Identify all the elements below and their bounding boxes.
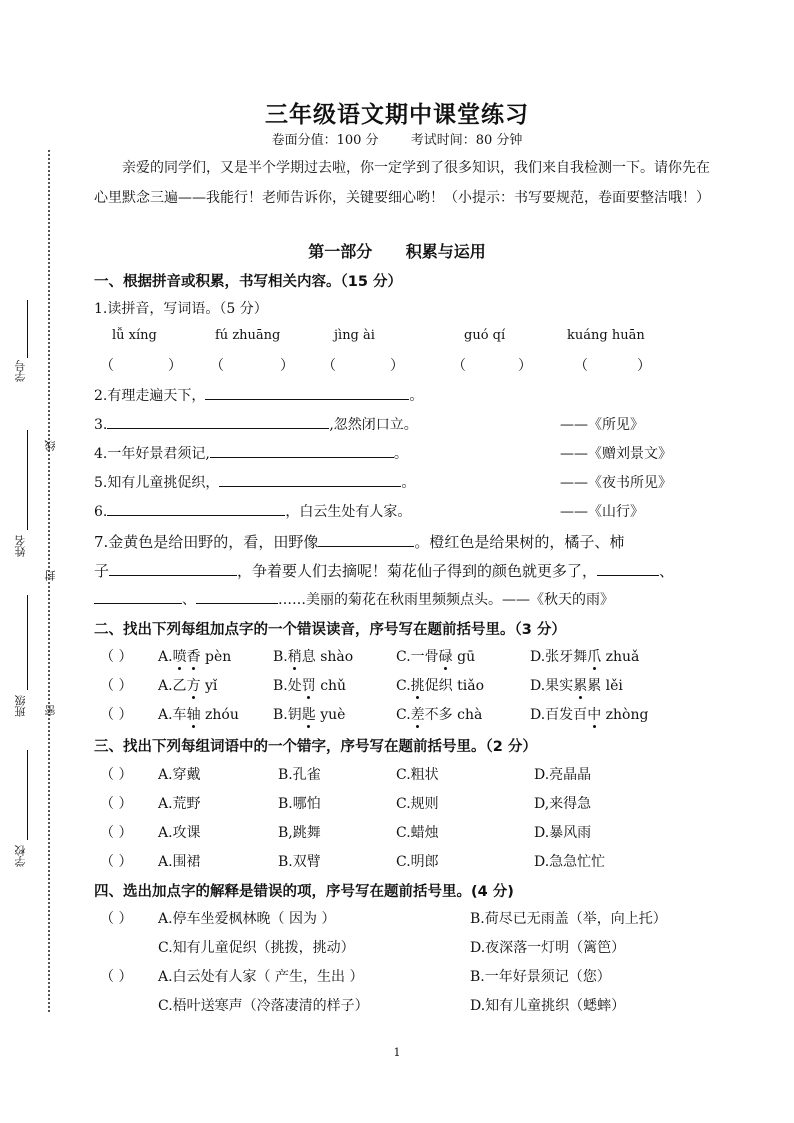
answer-blank[interactable]: [109, 561, 237, 576]
q4-r4-a: C.梧叶送寒声（冷落凄清的样子）: [158, 998, 369, 1014]
q4-r2-b: D.夜深落一灯明（篱笆）: [470, 940, 626, 956]
q3-row1-answer[interactable]: （ ）: [100, 767, 133, 783]
answer-box-2-open: （: [210, 358, 224, 374]
pinyin-1: lǚ xíng: [112, 328, 157, 343]
q3-row4-b: B.双臂: [278, 854, 321, 870]
q4-r1-b: B.荷尽已无雨盖（举，向上托）: [470, 911, 667, 927]
q2-row1-a: A.喷香 pèn: [158, 649, 232, 665]
q4-r2-a: C.知有儿童促织（挑拨，挑动）: [158, 940, 355, 956]
answer-box-3-close: ）: [390, 358, 404, 374]
q1-line7-a: 7.金黄色是给田野的，看，田野像 。橙红色是给果树的，橘子、柿: [94, 533, 625, 551]
answer-box-1-close: ）: [168, 358, 182, 374]
q3-row3-answer[interactable]: （ ）: [100, 825, 133, 841]
q3-row1-c: C.粗状: [396, 767, 439, 783]
q2-row1-b: B.稍息 shào: [273, 649, 354, 665]
time-info: 考试时间：80 分钟: [410, 133, 523, 148]
answer-box-5-close: ）: [637, 358, 651, 374]
q2-row2-answer[interactable]: （ ）: [100, 678, 133, 694]
source-suojian: ——《所见》: [560, 417, 644, 433]
side-mark-seal: 封: [44, 570, 57, 581]
q2-row3-a: A.车轴 zhóu: [158, 707, 239, 723]
answer-box-4-close: ）: [518, 358, 532, 374]
side-underline-name: [27, 430, 28, 530]
page-number: 1: [393, 1046, 401, 1059]
q1-line4: 4.一年好景君须记, 。: [94, 443, 408, 463]
answer-blank[interactable]: [205, 385, 409, 400]
side-underline-school: [27, 750, 28, 840]
answer-blank[interactable]: [318, 532, 414, 547]
q2-row3-c: C.差不多 chà: [396, 707, 483, 723]
source-zengliu: ——《赠刘景文》: [560, 446, 672, 462]
answer-blank[interactable]: [219, 472, 401, 487]
q1-line3: 3. ,忽然闭口立。: [94, 414, 418, 434]
q2-row2-a: A.乙方 yǐ: [158, 678, 218, 694]
q3-row3-b: B,跳舞: [278, 825, 321, 841]
side-label-name: 姓名: [14, 535, 27, 557]
q1-line2: 2.有理走遍天下， 。: [94, 385, 423, 405]
q3-row4-answer[interactable]: （ ）: [100, 854, 133, 870]
pinyin-4: guó qí: [464, 328, 506, 343]
q2-row2-b: B.处罚 chǔ: [273, 678, 347, 694]
page-title: 三年级语文期中课堂练习: [265, 102, 529, 128]
q1-sub1: 1.读拼音，写词语。（5 分）: [94, 301, 268, 317]
q1-line5: 5.知有儿童挑促织， 。: [94, 472, 415, 492]
score-info: 卷面分值：100 分: [271, 133, 379, 148]
q3-row1-a: A.穿戴: [158, 767, 201, 783]
q1-line7-c: 、 ……美丽的菊花在秋雨里频频点头。——《秋天的雨》: [94, 589, 614, 609]
answer-blank[interactable]: [107, 414, 329, 429]
q3-row2-b: B.哪怕: [278, 796, 321, 812]
side-label-school: 学校: [14, 845, 27, 867]
answer-blank[interactable]: [107, 501, 285, 516]
q3-row2-d: D,来得急: [534, 796, 592, 812]
q3-row2-a: A.荒野: [158, 796, 201, 812]
answer-box-1-open: （: [100, 358, 114, 374]
answer-box-3-open: （: [322, 358, 336, 374]
side-mark-line: 线: [44, 440, 57, 451]
side-underline-student-id: [27, 300, 28, 358]
q3-row3-d: D.暴风雨: [534, 825, 592, 841]
q3-row3-c: C.蜡烛: [396, 825, 439, 841]
q2-row2-c: C.挑促织 tiǎo: [396, 678, 485, 694]
side-label-student-id: 学号: [14, 360, 27, 382]
source-shanxing: ——《山行》: [560, 504, 644, 520]
answer-blank[interactable]: [94, 589, 182, 604]
q2-row2-d: D.果实累累 lěi: [530, 678, 623, 694]
q4-group2-answer[interactable]: （ ）: [100, 969, 133, 985]
answer-box-5-open: （: [574, 358, 588, 374]
answer-box-4-open: （: [452, 358, 466, 374]
q2-row1-answer[interactable]: （ ）: [100, 649, 133, 665]
q3-row1-b: B.孔雀: [278, 767, 321, 783]
side-label-class: 班级: [14, 695, 27, 717]
binding-cut-line: [48, 150, 50, 1012]
intro-paragraph: 亲爱的同学们，又是半个学期过去啦，你一定学到了很多知识，我们来自我检测一下。请你先在心里默念三遍——我能行！老师告诉你，关键要细心哟！（小提示：书写要规范，卷面要整洁哦！）: [94, 160, 710, 206]
q2-row1-d: D.张牙舞爪 zhuǎ: [530, 649, 640, 665]
q4-r3-b: B.一年好景须记（您）: [470, 969, 611, 985]
q2-row1-c: C.一骨碌 gū: [396, 649, 476, 665]
q4-r3-a: A.白云处有人家（ 产生，生出 ）: [158, 969, 364, 985]
q3-row4-a: A.围裙: [158, 854, 201, 870]
answer-box-2-close: ）: [280, 358, 294, 374]
q3-row4-c: C.明郎: [396, 854, 439, 870]
source-yeshu: ——《夜书所见》: [560, 475, 672, 491]
part-name: 积累与运用: [405, 242, 486, 261]
q3-heading: 三、找出下列每组词语中的一个错字，序号写在题前括号里。（2 分）: [94, 739, 537, 755]
q4-r4-b: D.知有儿童挑织（蟋蟀）: [470, 998, 626, 1014]
q3-row4-d: D.急急忙忙: [534, 854, 606, 870]
q2-heading: 二、找出下列每组加点字的一个错误读音，序号写在题前括号里。（3 分）: [94, 622, 566, 638]
pinyin-3: jìng ài: [334, 328, 375, 343]
pinyin-5: kuáng huān: [567, 328, 645, 343]
q4-heading: 四、选出加点字的解释是错误的项，序号写在题前括号里。(4 分): [94, 884, 514, 900]
q4-group1-answer[interactable]: （ ）: [100, 911, 133, 927]
answer-blank[interactable]: [210, 443, 394, 458]
q3-row2-answer[interactable]: （ ）: [100, 796, 133, 812]
answer-blank[interactable]: [196, 589, 278, 604]
q4-r1-a: A.停车坐爱枫林晚（ 因为 ）: [158, 911, 336, 927]
q2-row3-d: D.百发百中 zhòng: [530, 707, 649, 723]
part-label: 第一部分: [308, 242, 373, 261]
part-heading: [0, 239, 794, 262]
q2-row3-b: B.钥匙 yuè: [273, 707, 346, 723]
q2-row3-answer[interactable]: （ ）: [100, 707, 133, 723]
side-mark-secret: 密: [44, 705, 57, 716]
exam-info: [0, 129, 794, 148]
side-underline-class: [27, 595, 28, 690]
q1-line7-b: 子 ，争着要人们去摘呢！菊花仙子得到的颜色就更多了， 、: [94, 562, 675, 580]
answer-blank[interactable]: [597, 561, 659, 576]
q3-row2-c: C.规则: [396, 796, 439, 812]
pinyin-2: fú zhuāng: [215, 328, 281, 343]
q3-row1-d: D.亮晶晶: [534, 767, 592, 783]
q1-line6: 6. ，白云生处有人家。: [94, 501, 411, 521]
q3-row3-a: A.攻课: [158, 825, 201, 841]
q1-heading: 一、根据拼音或积累，书写相关内容。（15 分）: [94, 274, 402, 290]
